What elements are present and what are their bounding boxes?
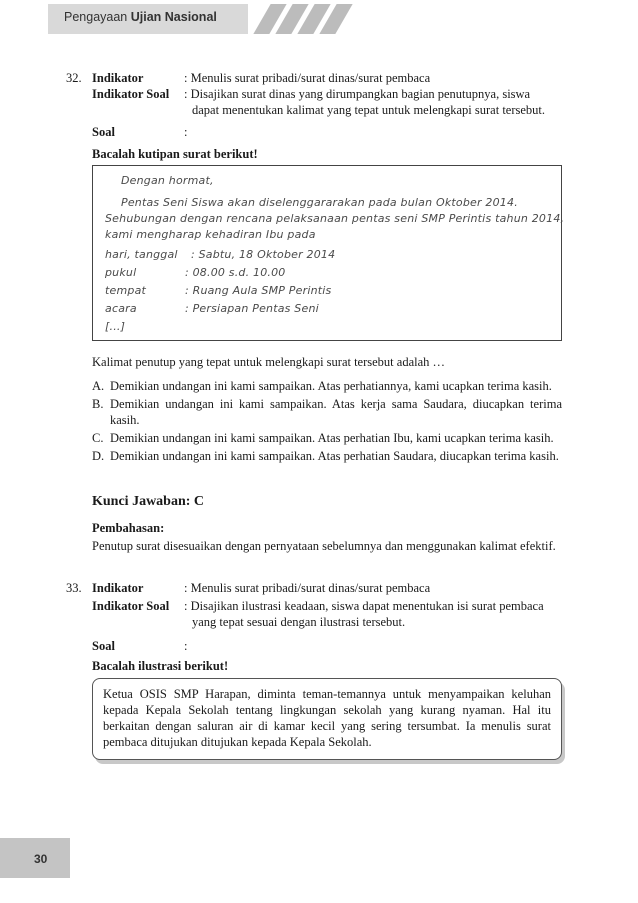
answer-key: Kunci Jawaban: C (92, 494, 205, 509)
header-prefix: Pengayaan (64, 10, 131, 24)
instruction: Bacalah ilustrasi berikut! (92, 659, 229, 673)
indikator-soal-line2: yang tepat sesuai dengan ilustrasi tersebut. (192, 615, 406, 629)
letter-tempat-value: : Ruang Aula SMP Perintis (185, 284, 332, 297)
page-number: 30 (34, 852, 48, 866)
letter-tempat-label: tempat (105, 284, 147, 297)
letter-ellipsis: [...] (105, 320, 126, 333)
indikator-value: : Menulis surat pribadi/surat dinas/surat pembaca (184, 581, 431, 595)
soal-label: Soal (92, 125, 115, 139)
option-text: Demikian undangan ini kami sampaikan. Atas perhatian Ibu, kami ucapkan terima kasih. (110, 431, 554, 445)
page-header (0, 0, 638, 40)
indikator-soal-line1: : Disajikan surat dinas yang dirumpangkan bagian penutupnya, siswa (184, 87, 531, 101)
letter-hari-value: : Sabtu, 18 Oktober 2014 (191, 248, 336, 261)
option-letter: C. (92, 431, 104, 445)
letter-line: kami mengharap kehadiran Ibu pada (105, 228, 316, 241)
indikator-soal-line1: : Disajikan ilustrasi keadaan, siswa dapat menentukan isi surat pembaca (184, 599, 544, 613)
indikator-soal-label: Indikator Soal (92, 599, 170, 613)
explanation-label: Pembahasan: (92, 521, 165, 535)
option-text: Demikian undangan ini kami sampaikan. Atas kerja sama Saudara, diucapkan terima kasih. (110, 397, 562, 427)
question-prompt: Kalimat penutup yang tepat untuk melengkapi surat tersebut adalah … (92, 355, 446, 369)
option-text: Demikian undangan ini kami sampaikan. Atas perhatiannya, kami ucapkan terima kasih. (110, 379, 552, 393)
soal-colon: : (184, 125, 188, 139)
question-number: 33. (66, 581, 82, 595)
indikator-value: : Menulis surat pribadi/surat dinas/surat pembaca (184, 71, 431, 85)
letter-pukul-label: pukul (105, 266, 137, 279)
indikator-label: Indikator (92, 581, 144, 595)
indikator-label: Indikator (92, 71, 144, 85)
letter-line: Sehubungan dengan rencana pelaksanaan pentas seni SMP Perintis tahun 2014, (105, 212, 565, 225)
letter-greeting: Dengan hormat, (121, 174, 214, 187)
explanation-text: Penutup surat disesuaikan dengan pernyataan sebelumnya dan menggunakan kalimat efektif. (92, 539, 556, 553)
illustration-box: Ketua OSIS SMP Harapan, diminta teman-temannya untuk menyampaikan keluhan kepada Kepala Sekolah tentang lingkungan sekolah yang kurang nyaman. Hal itu berkaitan dengan saluran air di kamar kecil yang sering tersumbat. Ia menulis surat pembaca ditujukan ditujukan kepada Kepala Sekolah. (92, 678, 562, 760)
letter-pukul-value: : 08.00 s.d. 10.00 (185, 266, 286, 279)
letter-excerpt-box (92, 165, 565, 341)
header-title (64, 10, 217, 24)
option-letter: A. (92, 379, 105, 393)
soal-label: Soal (92, 639, 115, 653)
option-letter: B. (92, 397, 104, 411)
option-letter: D. (92, 449, 105, 463)
soal-colon: : (184, 639, 188, 653)
letter-acara-value: : Persiapan Pentas Seni (185, 302, 319, 315)
question-number: 32. (66, 71, 82, 85)
indikator-soal-line2: dapat menentukan kalimat yang tepat untuk melengkapi surat tersebut. (192, 103, 546, 117)
letter-acara-label: acara (105, 302, 137, 315)
option-text: Demikian undangan ini kami sampaikan. Atas perhatian Saudara, diucapkan terima kasih. (110, 449, 559, 463)
indikator-soal-label: Indikator Soal (92, 87, 170, 101)
letter-hari-label: hari, tanggal (105, 248, 178, 261)
header-title-bold: Ujian Nasional (130, 10, 217, 24)
instruction: Bacalah kutipan surat berikut! (92, 147, 258, 161)
letter-line: Pentas Seni Siswa akan diselenggararakan pada bulan Oktober 2014. (121, 196, 518, 209)
